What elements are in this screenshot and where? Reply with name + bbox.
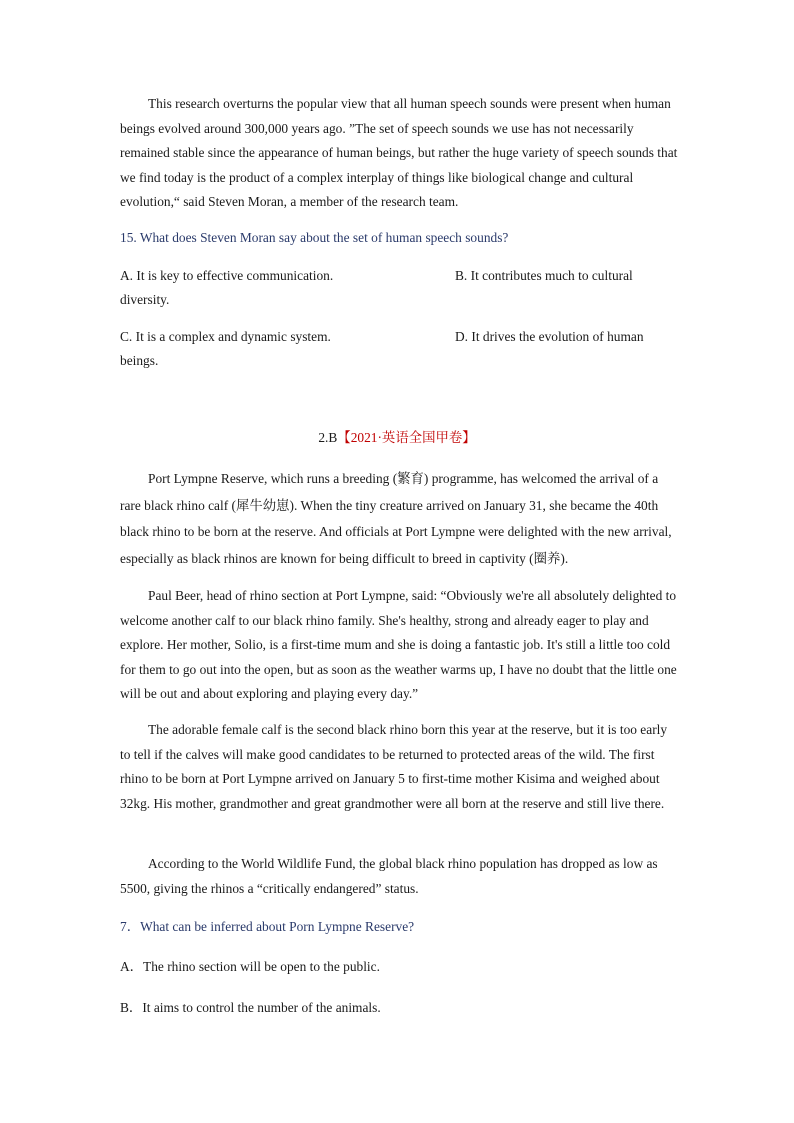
paragraph-text: This research overturns the popular view that all human speech sounds were present when human beings evolved around 300,000 years ago. ”The set of speech sounds we use has not necessarily remained stable since the appearance of human beings, but rather the huge variety of speech sounds that we find today is the product of a complex interplay of things like biological change and cultural evolution,“ said Steven Moran, a member of the research team. [120,96,678,209]
paragraph-text: Paul Beer, head of rhino section at Port Lympne, said: “Obviously we're all absolutely delighted to welcome another calf to our black rhino family. She's healthy, strong and already eager to play and explore. Her mother, Solio, is a first-time mum and she is doing a fantastic job. It's still a little too cold for them to go out into the open, but as soon as the weather warms up, I have no doubt that the little one will be out and about exploring and playing every day.” [120,588,677,701]
option-a: A．The rhino section will be open to the public. [120,959,380,974]
section-heading [0,426,794,450]
question-7 [120,915,678,939]
passage-paragraph-4 [120,852,678,901]
paragraph-text: According to the World Wildlife Fund, the global black rhino population has dropped as low as 5500, giving the rhinos a “critically endangered” status. [120,856,658,896]
paragraph-text: Port Lympne Reserve, which runs a breeding (繁育) programme, has welcomed the arrival of a rare black rhino calf (犀牛幼崽). When the tiny creature arrived on January 31, she became the 40th black rhino to be born at the reserve. And officials at Port Lympne were delighted with the new arrival, especially as black rhinos are known for being difficult to breed in captivity (圈养). [120,471,672,566]
option-a: A. It is key to effective communication. [120,268,334,283]
heading-bracket-close: 】 [462,430,476,445]
passage-paragraph-3 [120,718,678,816]
passage-paragraph-2 [120,584,678,707]
question-15-options-cd [120,325,678,373]
question-7-option-b [120,996,678,1020]
heading-prefix: 2.B [318,430,338,445]
question-15-options-ab [120,264,678,312]
option-c: C. It is a complex and dynamic system. [120,329,331,344]
heading-bracket-open: 【 [337,430,351,445]
question-7-option-a [120,955,678,979]
paragraph-text: The adorable female calf is the second black rhino born this year at the reserve, but it is too early to tell if the calves will make good candidates to be returned to protected areas of the wild. The first rhino to be born at Port Lympne arrived on January 5 to first-time mother Kisima and weighed about 32kg. His mother, grandmother and great grandmother were all born at the reserve and still live there. [120,722,668,811]
heading-source: 2021·英语全国甲卷 [350,430,463,445]
question-7-text: 7．What can be inferred about Porn Lympne Reserve? [120,919,415,934]
passage-paragraph-1 [120,466,678,572]
question-15 [120,226,678,250]
option-b: B. It contributes much to cultural [455,268,633,283]
option-b: B．It aims to control the number of the animals. [120,1000,381,1015]
option-d-continued: beings. [120,353,159,368]
option-d: D. It drives the evolution of human [455,329,644,344]
option-b-continued: diversity. [120,292,170,307]
question-15-text: 15. What does Steven Moran say about the set of human speech sounds? [120,230,509,245]
passage-paragraph-research [120,92,678,215]
